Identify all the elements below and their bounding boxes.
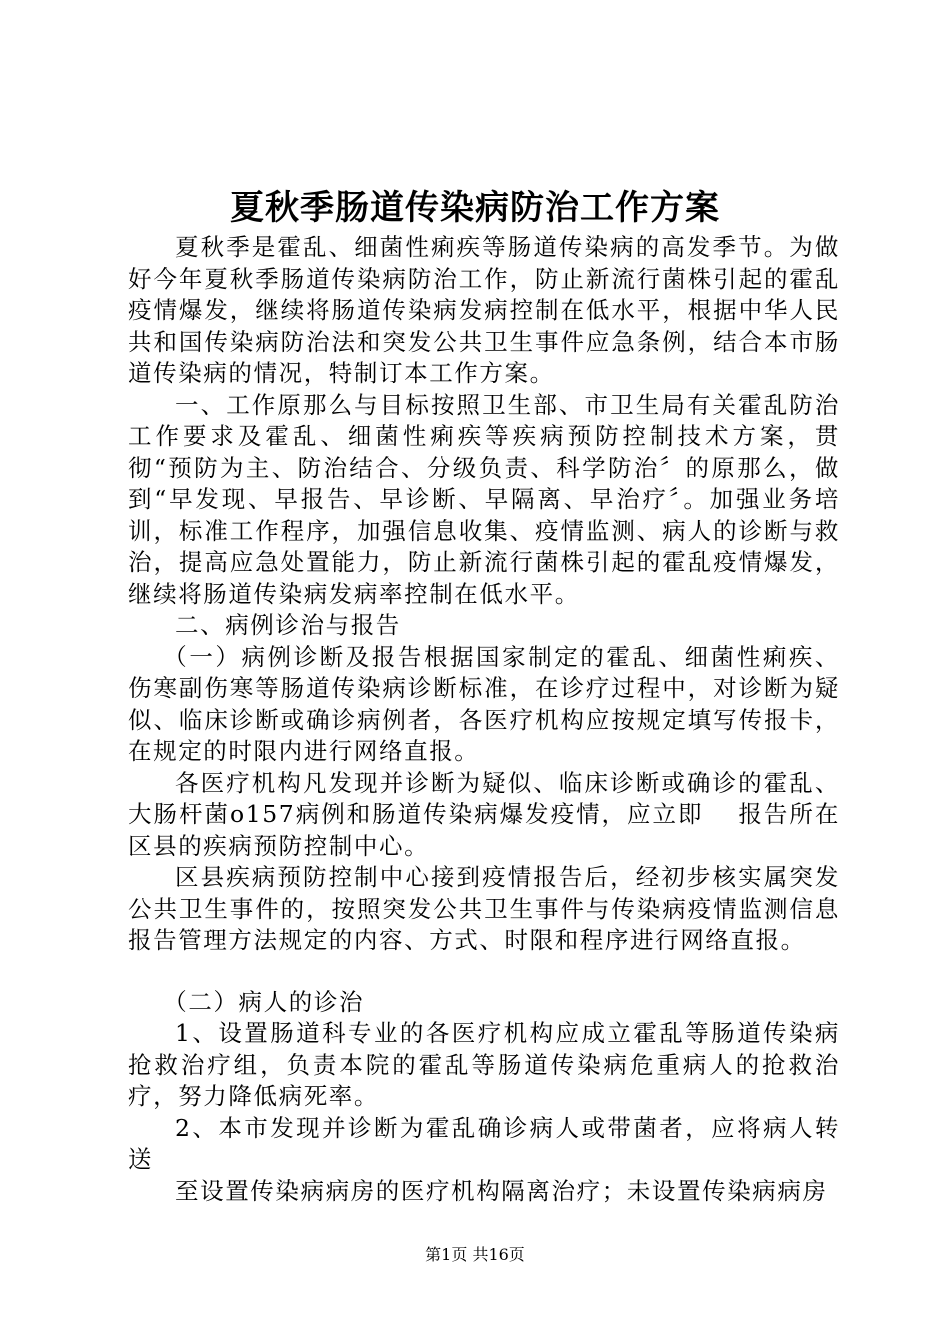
- paragraph-treatment-team: 1、设置肠道科专业的各医疗机构应成立霍乱等肠道传染病抢救治疗组，负责本院的霍乱等肠道传染病危重病人的抢救治疗，努力降低病死率。: [128, 1019, 840, 1110]
- heading-patient-treatment: （二）病人的诊治: [163, 987, 365, 1016]
- paragraph-principles: 一、工作原那么与目标按照卫生部、市卫生局有关霍乱防治工作要求及霍乱、细菌性痢疾等疾病预防控制技术方案，贯彻“预防为主、防治结合、分级负责、科学防治〞的原那么，做到“早发现、早报告、早诊断、早隔离、早治疗〞。加强业务培训，标准工作程序，加强信息收集、疫情监测、病人的诊断与救治，提高应急处置能力，防止新流行菌株引起的霍乱疫情爆发，继续将肠道传染病发病率控制在低水平。: [128, 390, 840, 608]
- page-footer: 第1页 共16页: [425, 1245, 525, 1264]
- document-title: 夏秋季肠道传染病防治工作方案: [230, 188, 720, 228]
- paragraph-case-diagnosis: （一）病例诊断及报告根据国家制定的霍乱、细菌性痢疾、伤寒副伤寒等肠道传染病诊断标准，在诊疗过程中，对诊断为疑似、临床诊断或确诊病例者，各医疗机构应按规定填写传报卡，在规定的时限内进行网络直报。: [128, 642, 840, 765]
- paragraph-isolation: 至设置传染病病房的医疗机构隔离治疗；未设置传染病病房: [175, 1176, 828, 1205]
- paragraph-patient-transfer: 2、本市发现并诊断为霍乱确诊病人或带菌者，应将病人转送: [128, 1113, 840, 1173]
- paragraph-report-requirement: 各医疗机构凡发现并诊断为疑似、临床诊断或确诊的霍乱、大肠杆菌o157病例和肠道传染病爆发疫情，应立即 报告所在区县的疾病预防控制中心。: [128, 768, 840, 860]
- document-body: [128, 232, 840, 1207]
- paragraph-intro: 夏秋季是霍乱、细菌性痢疾等肠道传染病的高发季节。为做好今年夏秋季肠道传染病防治工作，防止新流行菌株引起的霍乱疫情爆发，继续将肠道传染病发病控制在低水平，根据中华人民共和国传染病防治法和突发公共卫生事件应急条例，结合本市肠道传染病的情况，特制订本工作方案。: [128, 233, 840, 387]
- heading-case-treatment: 二、病例诊治与报告: [175, 611, 401, 639]
- paragraph-cdc-report: 区县疾病预防控制中心接到疫情报告后，经初步核实属突发公共卫生事件的，按照突发公共卫生事件与传染病疫情监测信息报告管理方法规定的内容、方式、时限和程序进行网络直报。: [128, 863, 840, 954]
